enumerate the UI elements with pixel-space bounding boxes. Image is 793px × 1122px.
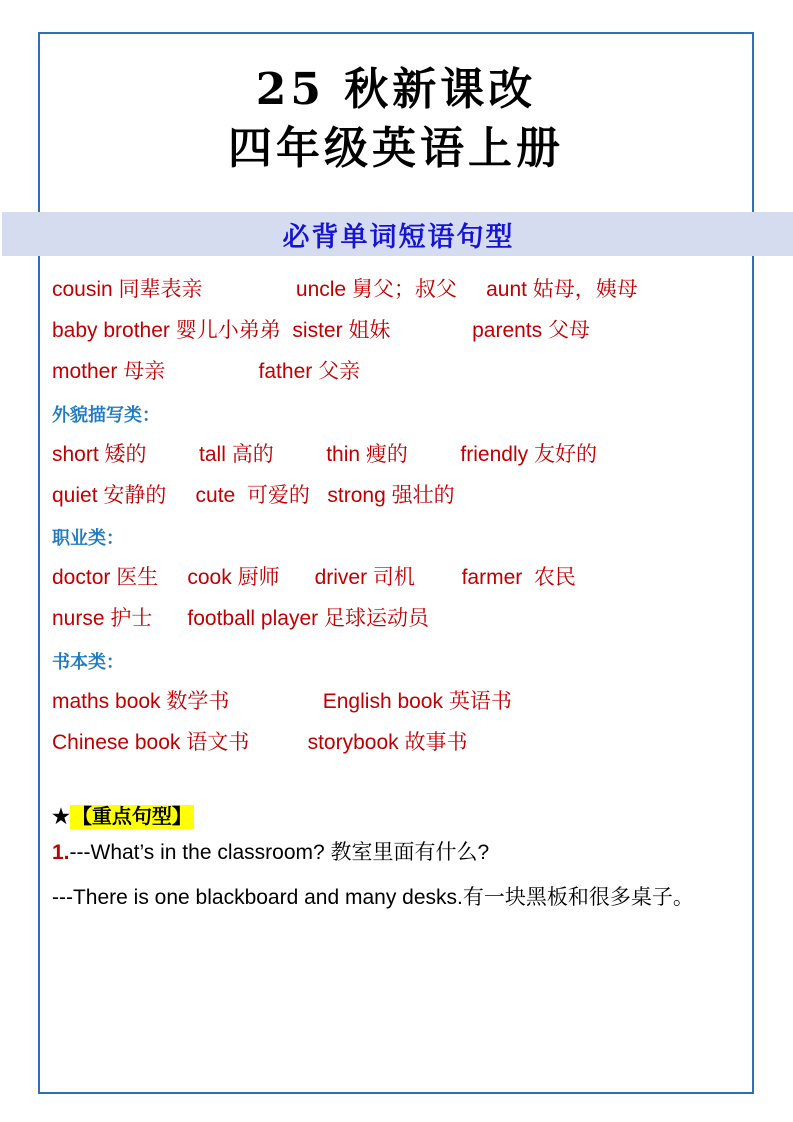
star-icon: ★ <box>52 805 70 828</box>
vocab-line: short 矮的 tall 高的 thin 瘦的 friendly 友好的 <box>52 442 597 466</box>
page-title-line1: 25 秋新课改 <box>255 64 537 115</box>
vocab-line: quiet 安静的 cute 可爱的 strong 强壮的 <box>52 483 455 507</box>
vocab-line: cousin 同辈表亲 uncle 舅父；叔父 aunt 姑母，姨母 <box>52 278 638 301</box>
document-page-frame <box>38 32 754 1094</box>
section-heading-jobs: 职业类： <box>52 528 124 549</box>
key-sentence-item <box>52 878 740 919</box>
section-heading-appearance: 外貌描写类： <box>52 404 160 425</box>
key-sentence-text: ---There is one blackboard and many desks.有一块黑板和很多桌子。 <box>52 885 694 909</box>
page-title-line2: 四年级英语上册 <box>228 123 564 175</box>
subtitle-text: 必背单词短语句型 <box>282 221 515 253</box>
section-heading-books: 书本类： <box>52 652 124 673</box>
key-sentence-item <box>52 833 740 874</box>
key-sentence-text: ---What’s in the classroom? 教室里面有什么? <box>69 840 490 864</box>
key-sentence-number: 1. <box>52 840 70 864</box>
vocab-line: nurse 护士 football player 足球运动员 <box>52 607 429 631</box>
vocab-line: mother 母亲 father 父亲 <box>52 359 361 383</box>
spacer <box>52 764 740 774</box>
vocab-line: Chinese book 语文书 storybook 故事书 <box>52 730 468 754</box>
title-block <box>40 60 752 179</box>
vocab-line: baby brother 婴儿小弟弟 sister 姐妹 parents 父母 <box>52 318 590 342</box>
vocab-line: doctor 医生 cook 厨师 driver 司机 farmer 农民 <box>52 566 576 590</box>
key-sentences-heading <box>52 800 740 829</box>
subtitle-banner <box>2 212 793 256</box>
key-sentences-label: 【重点句型】 <box>71 805 192 828</box>
vocab-line: maths book 数学书 English book 英语书 <box>52 689 512 713</box>
document-content <box>52 270 740 919</box>
